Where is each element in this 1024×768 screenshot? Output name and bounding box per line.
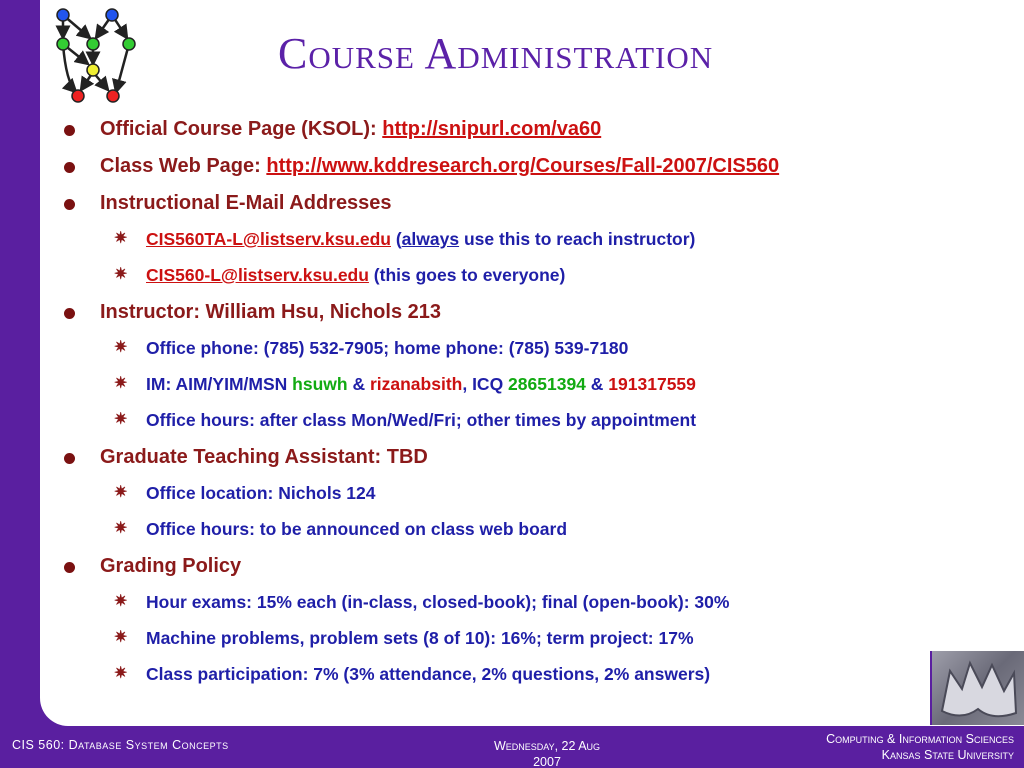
sub-list-item: ✷ CIS560-L@listserv.ksu.edu (this goes to everyone) <box>114 265 566 285</box>
asterisk-bullet-icon: ✷ <box>114 411 128 428</box>
asterisk-bullet-icon: ✷ <box>114 266 128 283</box>
list-item: Instructor: William Hsu, Nichols 213 <box>62 300 982 324</box>
asterisk-bullet-icon: ✷ <box>114 230 128 247</box>
asterisk-bullet-icon: ✷ <box>114 629 128 646</box>
footer-institution: Computing & Information Sciences Kansas State University <box>826 732 1014 762</box>
ta-email-link[interactable]: CIS560TA-L@listserv.ksu.edu <box>146 229 391 249</box>
sub-list-item: ✷ Office hours: to be announced on class web board <box>114 519 568 539</box>
list-item: Graduate Teaching Assistant: TBD <box>62 445 982 469</box>
bullet-list <box>62 117 982 699</box>
asterisk-bullet-icon: ✷ <box>114 484 128 501</box>
sub-list-item: ✷ Office location: Nichols 124 <box>114 483 376 503</box>
sub-list-item: ✷ Class participation: 7% (3% attendance, 2% questions, 2% answers) <box>114 664 711 684</box>
course-page-link[interactable]: http://snipurl.com/va60 <box>382 118 602 140</box>
footer-course: CIS 560: Database System Concepts <box>12 738 229 752</box>
asterisk-bullet-icon: ✷ <box>114 375 128 392</box>
asterisk-bullet-icon: ✷ <box>114 339 128 356</box>
graph-network-logo-icon <box>48 2 144 106</box>
list-item: Grading Policy <box>62 554 982 578</box>
footer-date: Wednesday, 22 Aug 2007 <box>493 739 601 768</box>
class-web-page-link[interactable]: http://www.kddresearch.org/Courses/Fall-2007/CIS560 <box>266 155 780 177</box>
sub-list-item: ✷ IM: AIM/YIM/MSN hsuwh & rizanabsith, ICQ 28651394 & 191317559 <box>114 374 696 394</box>
sub-list-item: ✷ Hour exams: 15% each (in-class, closed-book); final (open-book): 30% <box>114 592 730 612</box>
list-item: Class Web Page: http://www.kddresearch.org/Courses/Fall-2007/CIS560 <box>62 154 982 178</box>
all-email-link[interactable]: CIS560-L@listserv.ksu.edu <box>146 265 369 285</box>
list-item: Official Course Page (KSOL): http://snipurl.com/va60 <box>62 117 982 141</box>
list-item: Instructional E-Mail Addresses <box>62 191 982 215</box>
asterisk-bullet-icon: ✷ <box>114 593 128 610</box>
page-title: Course Administration <box>278 29 714 78</box>
asterisk-bullet-icon: ✷ <box>114 520 128 537</box>
sub-list-item: ✷ Office hours: after class Mon/Wed/Fri; other times by appointment <box>114 410 697 430</box>
sub-list-item: ✷ Office phone: (785) 532-7905; home phone: (785) 539-7180 <box>114 338 629 358</box>
asterisk-bullet-icon: ✷ <box>114 665 128 682</box>
wildcat-logo-icon <box>930 651 1024 725</box>
sub-list-item: ✷ CIS560TA-L@listserv.ksu.edu (always use this to reach instructor) <box>114 229 696 249</box>
sub-list-item: ✷ Machine problems, problem sets (8 of 10): 16%; term project: 17% <box>114 628 694 648</box>
